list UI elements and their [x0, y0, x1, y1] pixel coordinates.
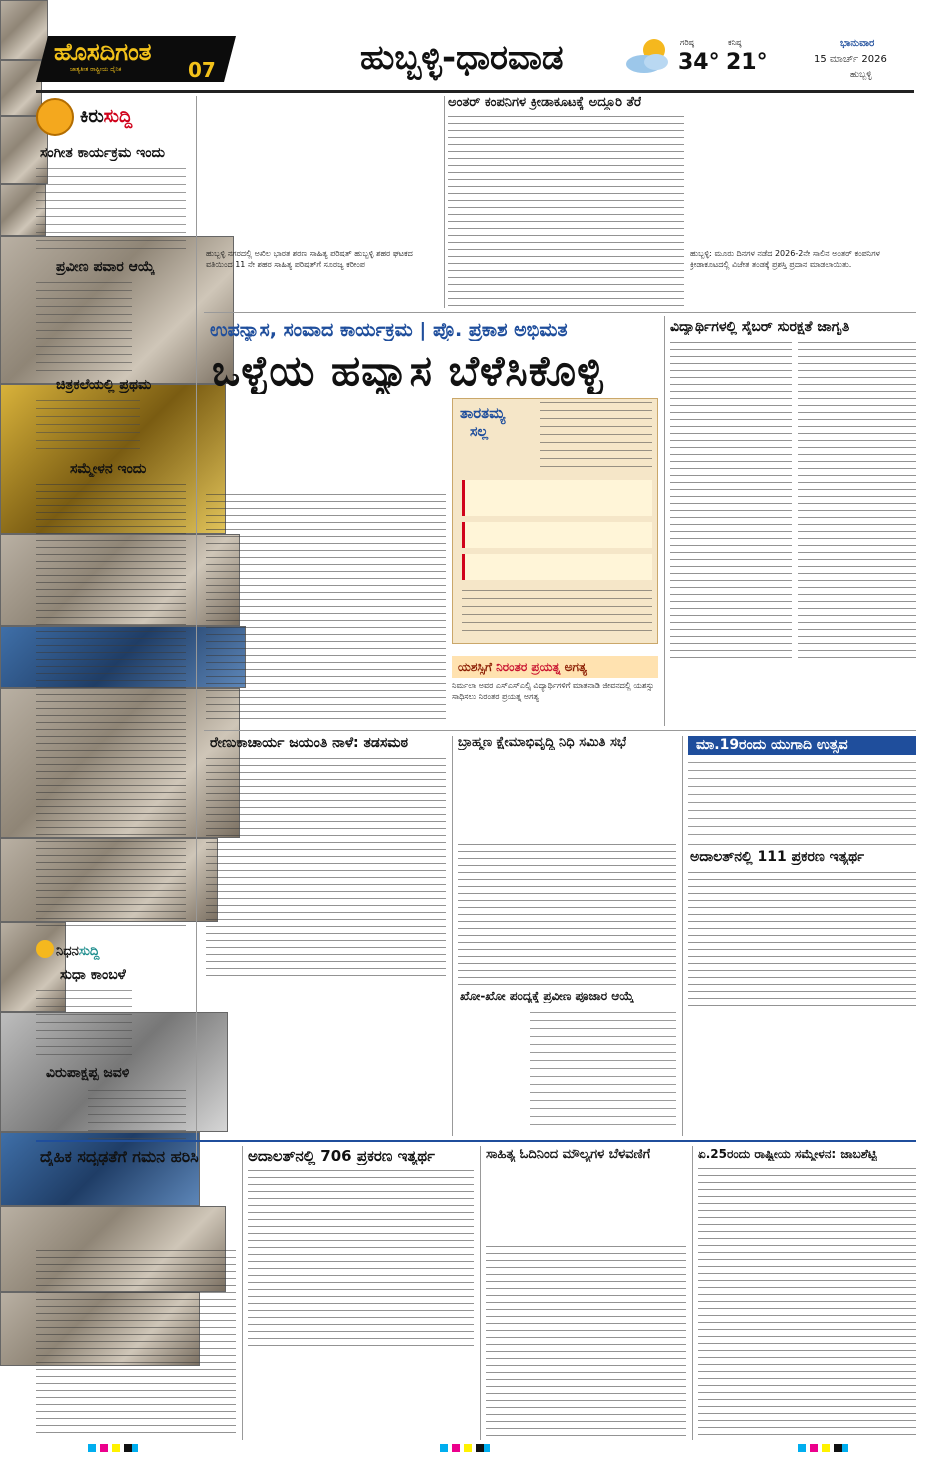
max-temp-label: ಗರಿಷ್ಠ	[680, 38, 694, 47]
page-number: 07	[188, 58, 216, 82]
bottom-section-rule	[36, 1140, 916, 1142]
column-rule-1	[196, 96, 197, 1156]
max-temp: 34°	[678, 50, 720, 75]
brief-body-2	[36, 282, 132, 372]
min-temp: 21°	[726, 50, 768, 75]
edition-city: ಹುಬ್ಬಳ್ಳಿ-ಧಾರವಾಡ	[360, 38, 564, 78]
hand-icon	[36, 98, 74, 136]
sidebar-point-2	[462, 522, 652, 548]
sidebar-point-3	[462, 554, 652, 580]
cyber-headline: ವಿದ್ಯಾರ್ಥಿಗಳಲ್ಲಿ ಸೈಬರ್ ಸುರಕ್ಷತೆ ಜಾಗೃತಿ	[670, 320, 850, 335]
yashas-body: ನಿರ್ಮಲಾ ಅವರ ಎಸ್ಎಸ್ಎಲ್ಸಿ ವಿದ್ಯಾರ್ಥಿಗಳಿಗೆ ಮಾತನಾಡಿ ಜೀವನದಲ್ಲಿ ಯಶಸ್ಸು ಸಾಧಿಸಲು ನಿರಂತರ ಪ್ರಯತ್ನ ಅಗತ್ಯ	[452, 681, 654, 701]
interco-body	[448, 116, 684, 310]
brief-headline-2: ಪ್ರವೀಣ ಪವಾರ ಆಯ್ಕೆ	[56, 260, 155, 275]
issue-date: 15 ಮಾರ್ಚ್ 2026	[814, 54, 887, 65]
brief-body-4	[36, 484, 186, 932]
ugadi-headline: ಮಾ.19ರಂದು ಯುಗಾದಿ ಉತ್ಸವ	[688, 736, 916, 755]
adalat111-headline: ಅದಾಲತ್‌ನಲ್ಲಿ 111 ಪ್ರಕರಣ ಇತ್ಯರ್ಥ	[690, 850, 865, 865]
section-rule-2	[204, 730, 916, 731]
column-rule-6	[242, 1146, 243, 1440]
issue-place: ಹುಬ್ಬಳ್ಳಿ	[850, 70, 872, 80]
brief-body-1	[36, 168, 186, 254]
column-rule-8	[692, 1146, 693, 1440]
kiru-suddi-label: ಕಿರುಸುದ್ದಿ	[80, 106, 133, 127]
brief-photo-2	[0, 0, 48, 60]
partly-cloudy-icon	[620, 36, 674, 76]
lead-headline: ಒಳ್ಳೆಯ ಹವ್ಯಾಸ ಬೆಳೆಸಿಕೊಳ್ಳಿ	[212, 348, 604, 395]
renuka-body	[206, 758, 446, 982]
sidebar-footer	[462, 590, 652, 638]
ugadi-body	[688, 762, 916, 840]
brahmana-body	[458, 844, 676, 980]
sammelana-headline: ಏ.25ರಂದು ರಾಷ್ಟ್ರೀಯ ಸಮ್ಮೇಳನ: ಜಾಬಶೆಟ್ಟಿ	[698, 1148, 877, 1161]
sidebar-subtitle: ಸಲ್ಲ	[470, 424, 489, 440]
renuka-headline: ರೇಣುಕಾಚಾರ್ಯ ಜಯಂತಿ ನಾಳೆ: ತಡಸಮಠ	[210, 736, 408, 751]
brief-photo-3	[0, 60, 42, 116]
masthead-logo: ಹೊಸದಿಗಂತ	[54, 38, 152, 66]
registration-marks-1	[88, 1444, 138, 1452]
section-rule-1	[204, 312, 916, 313]
lead-kicker: ಉಪನ್ಯಾಸ, ಸಂವಾದ ಕಾರ್ಯಕ್ರಮ | ಪ್ರೊ. ಪ್ರಕಾಶ ಅಭಿಮತ	[210, 320, 568, 341]
cyber-body-a	[670, 342, 792, 658]
brahmana-headline: ಬ್ರಾಹ್ಮಣ ಕ್ಷೇಮಾಭಿವೃದ್ಧಿ ನಿಧಿ ಸಮಿತಿ ಸಭೆ	[458, 736, 627, 750]
obituary-body-1	[36, 990, 132, 1062]
column-rule-5	[682, 736, 683, 1136]
adalat706-headline: ಅದಾಲತ್‌ನಲ್ಲಿ 706 ಪ್ರಕರಣ ಇತ್ಯರ್ಥ	[248, 1148, 435, 1165]
sidebar-quote	[540, 402, 652, 474]
column-rule-3	[664, 316, 665, 726]
sammelana-body	[698, 1168, 916, 1438]
brief-body-3	[36, 400, 140, 456]
brief-headline-1: ಸಂಗೀತ ಕಾರ್ಯಕ್ರಮ ಇಂದು	[40, 146, 165, 161]
sidebar-point-1	[462, 480, 652, 516]
sahitya-headline: ಸಾಹಿತ್ಯ ಓದಿನಿಂದ ಮೌಲ್ಯಗಳ ಬೆಳವಣಿಗೆ	[486, 1148, 651, 1162]
issue-day: ಭಾನುವಾರ	[840, 38, 875, 49]
daihika-headline: ದೈಹಿಕ ಸದೃಢತೆಗೆ ಗಮನ ಹರಿಸಿ	[40, 1148, 199, 1166]
cyber-body-b	[798, 342, 916, 658]
kho-body	[530, 1012, 676, 1132]
lamp-icon	[36, 940, 54, 958]
min-temp-label: ಕನಿಷ್ಠ	[728, 38, 742, 47]
event-photo-1-caption: ಹುಬ್ಬಳ್ಳಿ ನಗರದಲ್ಲಿ ಅಖಿಲ ಭಾರತ ಶರಣ ಸಾಹಿತ್ಯ ಪರಿಷತ್ ಹುಬ್ಬಳ್ಳಿ ಶಹರ ಘಟಕದ ವತಿಯಿಂದ 11 ನೇ ಶಹರ ಸಾಹಿತ್ಯ ಪರಿಷತ್‌ಗೆ ಸೂರಜ್ಯ ಕರೀಂಪ	[206, 249, 413, 269]
daihika-body	[36, 1250, 236, 1438]
kho-headline: ಖೋ-ಖೋ ಪಂದ್ಯಕ್ಕೆ ಪ್ರವೀಣ ಪೂಜಾರ ಆಯ್ಕೆ	[460, 990, 634, 1003]
obituary-headline-1: ಸುಧಾ ಕಾಂಬಳೆ	[60, 968, 126, 983]
masthead-tagline: ಜಾತ್ಯತೀತ ರಾಷ್ಟ್ರೀಯ ದೈನಿಕ	[70, 66, 122, 73]
interco-headline: ಅಂತರ್ ಕಂಪನಿಗಳ ಕ್ರೀಡಾಕೂಟಕ್ಕೆ ಅದ್ದೂರಿ ತೆರೆ	[448, 96, 642, 110]
column-rule-4	[452, 736, 453, 1136]
obituary-body-2	[88, 1090, 186, 1142]
yashas-headline: ಯಶಸ್ಸಿಗೆ ನಿರಂತರ ಪ್ರಯತ್ನ ಅಗತ್ಯ	[458, 660, 588, 674]
section-rule-3	[458, 984, 676, 985]
obituary-headline-2: ವಿರುಪಾಕ್ಷಪ್ಪ ಜವಳಿ	[46, 1066, 130, 1081]
adalat111-body	[688, 872, 916, 1010]
adalat706-body	[248, 1170, 474, 1348]
section-rule-4	[688, 844, 916, 845]
sahitya-body	[486, 1246, 686, 1438]
column-rule-2	[444, 96, 445, 308]
lead-body	[206, 494, 446, 720]
masthead-rule	[36, 90, 914, 93]
daihika-photo	[0, 1132, 200, 1206]
registration-marks-3	[798, 1444, 848, 1452]
brief-headline-3: ಚಿತ್ರಕಲೆಯಲ್ಲಿ ಪ್ರಥಮ	[56, 378, 152, 393]
nidhana-suddi-label: ನಿಧನಸುದ್ದಿ	[56, 944, 100, 959]
registration-marks-2	[440, 1444, 490, 1452]
column-rule-7	[480, 1146, 481, 1440]
champions-photo-caption: ಹುಬ್ಬಳ್ಳಿ: ಮೂರು ದಿನಗಳ ನಡೆದ 2026-2ನೇ ಸಾಲಿನ ಅಂತರ್ ಕಂಪನಿಗಳ ಕ್ರೀಡಾಕೂಟದಲ್ಲಿ ವಿಜೇತ ತಂಡಕ್ಕೆ ಪ್ರಶಸ್ತಿ ಪ್ರದಾನ ಮಾಡಲಾಯಿತು.	[690, 249, 880, 269]
sidebar-title: ತಾರತಮ್ಯ	[460, 404, 506, 422]
brief-headline-4: ಸಮ್ಮೇಳನ ಇಂದು	[70, 462, 147, 477]
